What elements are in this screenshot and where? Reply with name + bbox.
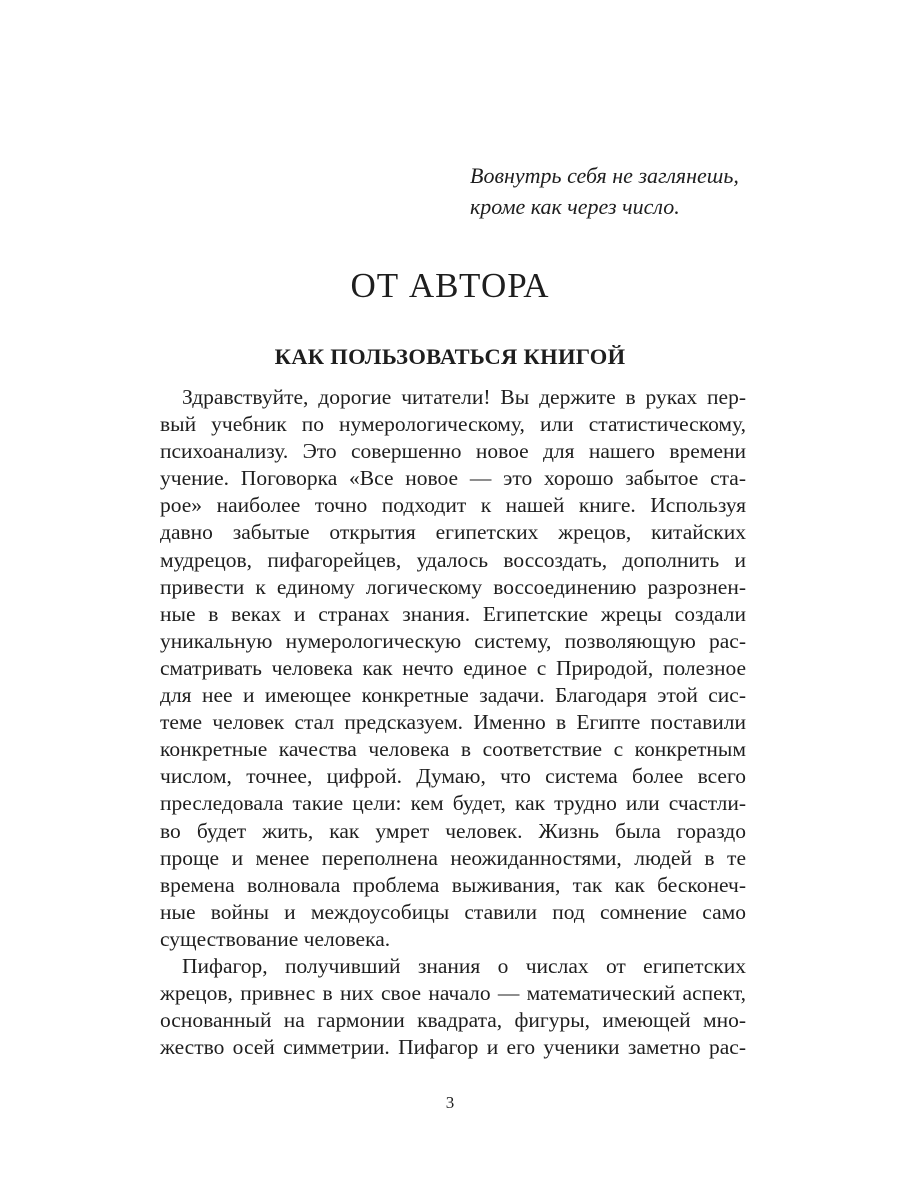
- text-line: психоанализу. Это совершенно новое для нашего времени: [160, 439, 746, 464]
- text-line: сматривать человека как нечто единое с Природой, полезное: [160, 655, 746, 680]
- text-line: теме человек стал предсказуем. Именно в Египте поставили: [160, 710, 746, 735]
- text-line: числом, точнее, цифрой. Думаю, что система более всего: [160, 764, 746, 789]
- text-line: основанный на гармонии квадрата, фигуры, имеющей мно-: [160, 1008, 746, 1033]
- text-line: преследовала такие цели: кем будет, как трудно или счастли-: [160, 791, 746, 816]
- text-line: времена волновала проблема выживания, так как бесконеч-: [160, 872, 746, 897]
- text-line: Пифагор, получивший знания о числах от египетских: [182, 953, 746, 978]
- page-number: 3: [445, 1093, 455, 1112]
- text-line: существование человека.: [160, 926, 391, 951]
- text-line: привести к единому логическому воссоединению разрознен-: [160, 574, 746, 599]
- paragraph-1: [160, 384, 746, 953]
- text-line: уникальную нумерологическую систему, позволяющую рас-: [160, 628, 746, 653]
- text-line: давно забытые открытия египетских жрецов, китайских: [160, 520, 746, 545]
- epigraph-line: кроме как через число.: [470, 194, 680, 219]
- text-line: учение. Поговорка «Все новое — это хорошо забытое ста-: [160, 466, 746, 491]
- text-line: вый учебник по нумерологическому, или статистическому,: [160, 412, 746, 437]
- text-line: во будет жить, как умрет человек. Жизнь была гораздо: [160, 818, 746, 843]
- text-line: жрецов, привнес в них свое начало — математический аспект,: [160, 981, 746, 1006]
- body-text: [160, 384, 746, 1061]
- epigraph-line: Вовнутрь себя не заглянешь,: [470, 163, 739, 188]
- chapter-title: ОТ АВТОРА: [350, 266, 550, 305]
- text-line: проще и менее переполнена неожиданностями, людей в те: [160, 845, 746, 870]
- text-line: мудрецов, пифагорейцев, удалось воссоздать, дополнить и: [160, 547, 746, 572]
- section-title: КАК ПОЛЬЗОВАТЬСЯ КНИГОЙ: [274, 344, 626, 369]
- text-line: для нее и имеющее конкретные задачи. Благодаря этой сис-: [160, 683, 746, 708]
- paragraph-2: [160, 953, 746, 1061]
- text-line: рое» наиболее точно подходит к нашей книге. Используя: [160, 493, 746, 518]
- text-line: конкретные качества человека в соответствие с конкретным: [160, 737, 746, 762]
- epigraph: [470, 160, 800, 222]
- text-line: ные войны и междоусобицы ставили под сомнение само: [160, 899, 746, 924]
- text-line: Здравствуйте, дорогие читатели! Вы держите в руках пер-: [182, 385, 746, 409]
- text-line: ные в веках и странах знания. Египетские жрецы создали: [160, 601, 746, 626]
- text-line: жество осей симметрии. Пифагор и его ученики заметно рас-: [160, 1035, 746, 1060]
